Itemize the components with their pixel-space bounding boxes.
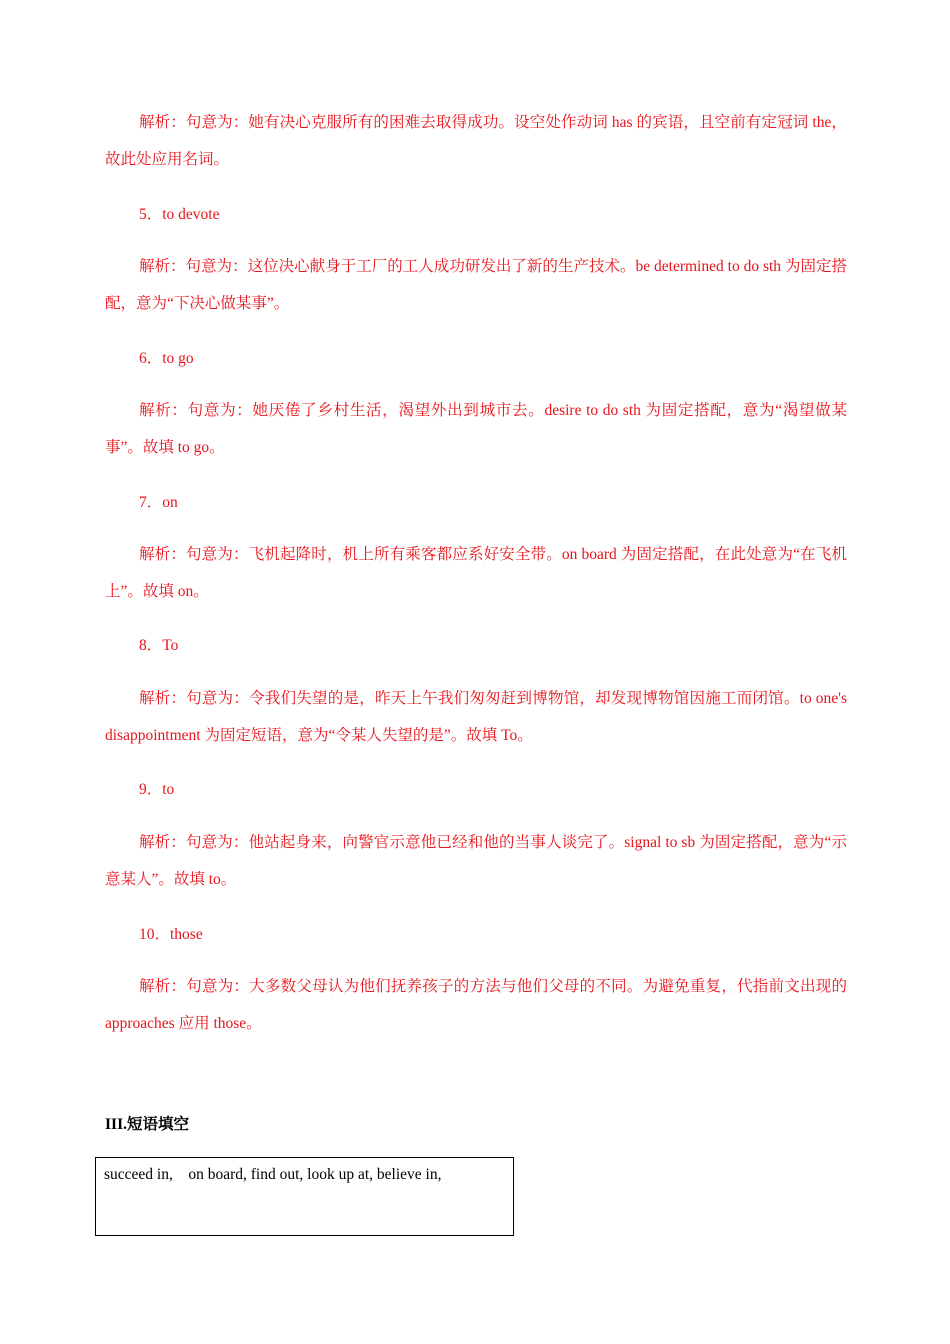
- answer-text: 8．To: [139, 637, 179, 654]
- answer-text: 5．to devote: [139, 206, 220, 223]
- answer-7: [105, 493, 847, 513]
- explanation-10: [105, 968, 847, 1042]
- answer-8: [105, 636, 847, 656]
- answer-text: 9．to: [139, 781, 175, 798]
- explanation-text: 解析：句意为：他站起身来，向警官示意他已经和他的当事人谈完了。signal to sb 为固定搭配，意为“示意某人”。故填 to。: [105, 834, 847, 888]
- phrase-box: [95, 1157, 514, 1236]
- answer-text: 6．to go: [139, 350, 194, 367]
- explanation-text: 解析：句意为：大多数父母认为他们抚养孩子的方法与他们父母的不同。为避免重复，代指前文出现的 approaches 应用 those。: [105, 978, 847, 1032]
- explanation-7: [105, 536, 847, 610]
- answer-6: [105, 349, 847, 369]
- answer-text: 10．those: [139, 926, 203, 943]
- answer-5: [105, 205, 847, 225]
- explanation-text: 解析：句意为：飞机起降时，机上所有乘客都应系好安全带。on board 为固定搭配，在此处意为“在飞机上”。故填 on。: [105, 546, 847, 600]
- answer-text: 7．on: [139, 494, 178, 511]
- explanation-9: [105, 824, 847, 898]
- explanation-text: 解析：句意为：这位决心献身于工厂的工人成功研发出了新的生产技术。be determined to do sth 为固定搭配，意为“下决心做某事”。: [105, 258, 847, 312]
- answer-9: [105, 780, 847, 800]
- explanation-5: [105, 248, 847, 322]
- phrase-list: succeed in, on board, find out, look up at, believe in,: [104, 1166, 442, 1183]
- explanation-6: [105, 392, 847, 466]
- explanation-text: 解析：句意为：她有决心克服所有的困难去取得成功。设空处作动词 has 的宾语，且空前有定冠词 the，故此处应用名词。: [105, 114, 847, 168]
- section-title: III.短语填空: [105, 1116, 189, 1133]
- explanation-text: 解析：句意为：令我们失望的是，昨天上午我们匆匆赶到博物馆，却发现博物馆因施工而闭馆。to one's disappointment 为固定短语，意为“令某人失望的是”。故填 To。: [105, 690, 847, 744]
- explanation-text: 解析：句意为：她厌倦了乡村生活，渴望外出到城市去。desire to do sth 为固定搭配，意为“渴望做某事”。故填 to go。: [105, 402, 847, 456]
- answer-10: [105, 925, 847, 945]
- explanation-4: [105, 104, 847, 178]
- explanation-8: [105, 680, 847, 754]
